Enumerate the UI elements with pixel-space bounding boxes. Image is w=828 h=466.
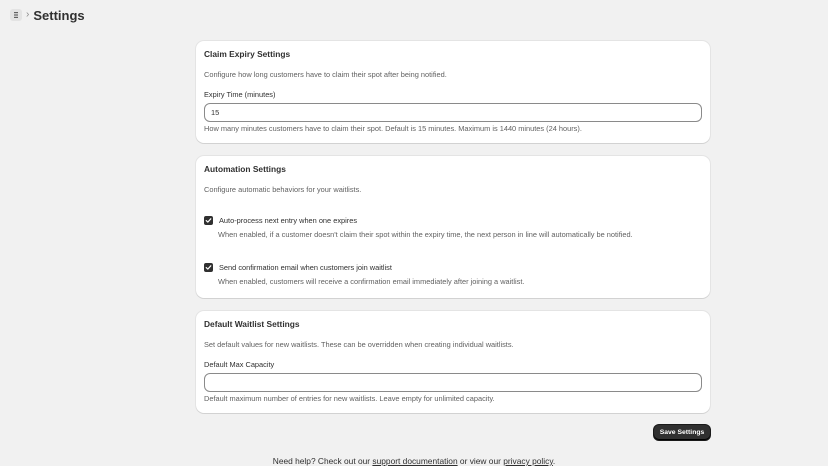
checkmark-icon [205,217,212,224]
auto-process-checkbox[interactable] [204,216,213,225]
automation-card [196,156,710,298]
max-capacity-input[interactable] [204,373,702,392]
auto-process-option[interactable] [204,216,357,225]
default-waitlist-description: Set default values for new waitlists. These can be overridden when creating individual waitlists. [204,340,514,349]
confirmation-email-option[interactable] [204,263,392,272]
confirmation-email-checkbox[interactable] [204,263,213,272]
claim-expiry-description: Configure how long customers have to claim their spot after being notified. [204,70,447,79]
automation-title: Automation Settings [204,164,286,174]
breadcrumb-separator-icon: › [26,9,30,20]
page-header [10,6,85,24]
auto-process-label[interactable]: Auto-process next entry when one expires [219,216,358,225]
automation-description: Configure automatic behaviors for your waitlists. [204,185,362,194]
max-capacity-help: Default maximum number of entries for new waitlists. Leave empty for unlimited capacity. [204,394,495,403]
privacy-policy-link[interactable]: privacy policy [503,456,553,466]
auto-process-help: When enabled, if a customer doesn't claim their spot within the expiry time, the next person in line will automatically be notified. [218,230,633,239]
confirmation-email-help: When enabled, customers will receive a confirmation email immediately after joining a waitlist. [218,277,525,286]
default-waitlist-card [196,311,710,413]
footer-middle: or view our [457,456,504,466]
support-documentation-link[interactable]: support documentation [372,456,458,466]
claim-expiry-card [196,41,710,143]
expiry-time-help: How many minutes customers have to claim their spot. Default is 15 minutes. Maximum is 1440 minutes (24 hours). [204,124,582,133]
claim-expiry-title: Claim Expiry Settings [204,49,291,59]
max-capacity-label: Default Max Capacity [204,360,275,369]
save-settings-button[interactable]: Save Settings [654,425,710,440]
app-logo-icon[interactable] [10,9,22,21]
checkmark-icon [205,264,212,271]
footer-prefix: Need help? Check out our [272,456,373,466]
default-waitlist-title: Default Waitlist Settings [204,319,300,329]
footer-suffix: . [552,456,556,466]
expiry-time-input[interactable] [204,103,702,122]
expiry-time-label: Expiry Time (minutes) [204,90,276,99]
confirmation-email-label[interactable]: Send confirmation email when customers join waitlist [219,263,392,272]
footer-help [0,456,828,466]
page-title: Settings [33,7,85,23]
